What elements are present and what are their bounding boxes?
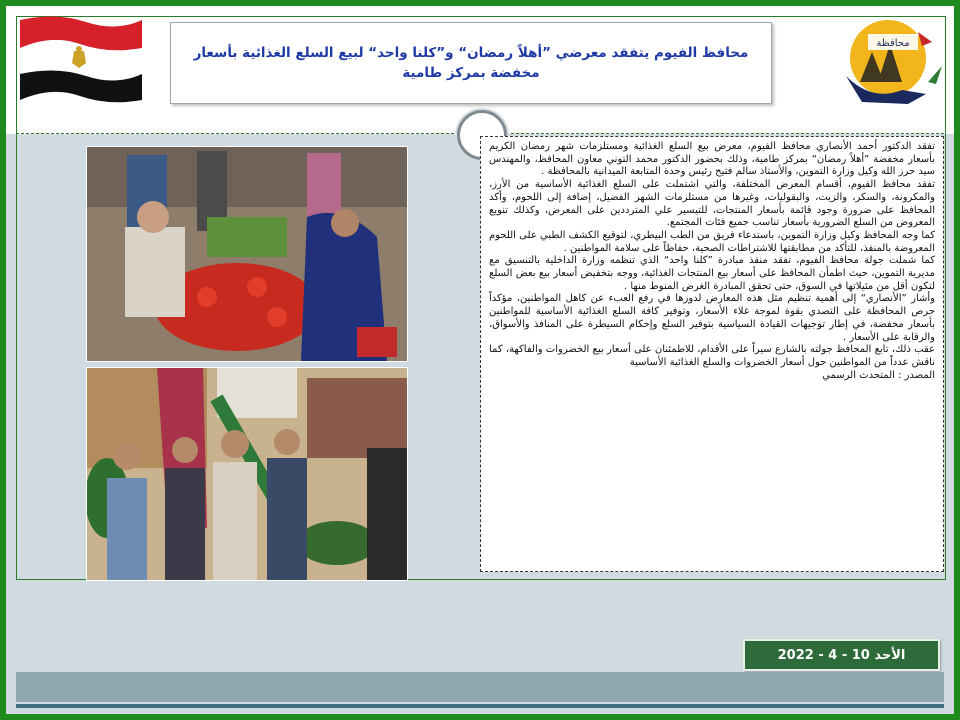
date-badge [743,639,940,671]
article-paragraph: عقب ذلك، تابع المحافظ جولته بالشارع سيراً على الأقدام، للاطمئنان على أسعار بيع الخضروات والفاكهة، كما ناقش عدداً من المواطنين حول أسعار الخضروات والسلع الغذائية الأساسية [489,344,935,368]
egypt-flag-icon [16,12,146,104]
photo-street-tour [86,367,408,581]
footer-strip [16,672,944,702]
headline-box [170,22,772,104]
headline-text: محافظ الفيوم يتفقد معرضي ”أهلاً رمضان“ و”كلنا واحد“ لبيع السلع الغذائية بأسعار مخفضة بمركز طامية [193,45,749,81]
article-paragraph: تفقد الدكتور أحمد الأنصاري محافظ الفيوم، معرض بيع السلع الغذائية ومستلزمات شهر رمضان الكريم بأسعار مخفضة ”أهلاً رمضان“ بمركز طامية، وذلك بحضور الدكتور محمد التوني معاون المحافظ، والمهندس سيد حرز الله وكيل وزارة التموين، والأستاذ سالم فتيح رئيس وحدة المتابعة الميدانية بالمحافظة . [489,141,935,178]
date-text: الأحد 10 - 4 - 2022 [777,647,906,663]
article-paragraph: تفقد محافظ الفيوم، أقسام المعرض المختلفة، والتي اشتملت على السلع الغذائية الأساسية من الأرز، والمكرونة، والسكر، والزيت، والبقوليات، وغيرها من مستلزمات الشهر الفضيل، إضافة إلى اللحوم، وأكد المحافظ على ضرورة وجود قائمة بأسعار المنتجات، للتيسير علي المترددين على المعرض، وكذلك تنويع المعروض من السلع الضرورية بأسعار تناسب جميع فئات المجتمع. [489,179,935,229]
article-source: المصدر : المتحدث الرسمي [822,369,935,381]
article-body [480,136,944,572]
fayoum-governorate-logo-icon [832,12,948,108]
article-paragraph: وأشار ”الأنصاري“ إلى أهمية تنظيم مثل هذه المعارض لدورها في رفع العبء عن كاهل المواطنين، مؤكداً حرص المحافظة على التصدي بقوة لموجة غلاء الأسعار، وتوفير كافة السلع الغذائية الأساسية للمواطنين بأسعار مخفضة، في إطار توجيهات القيادة السياسية بتوفير السلع وإحكام السيطرة على المنافذ والأسواق، والرقابة على الأسعار . [489,293,935,343]
article-paragraph: كما شملت جولة محافظ الفيوم، تفقد منفذ مبادرة ”كلنا واحد“ الذي تنظمه وزارة الداخلية بالتنسيق مع مديرية التموين، حيث اطمأن المحافظ على أسعار بيع المنتجات الغذائية، ووجه بتخفيض أسعار بيع بعض السلع لتكون أقل من مثيلاتها في السوق، حتى تحقق المبادرة الغرض المنوط منها . [489,255,935,292]
article-paragraph: كما وجه المحافظ وكيل وزارة التموين، باستدعاء فريق من الطب البيطري، لتوقيع الكشف الطبي على اللحوم المعروضة بالمنفذ، للتأكد من مطابقتها للاشتراطات الصحية، حفاظاً على سلامة المواطنين . [489,229,935,254]
svg-text:محافظة: محافظة [876,38,910,49]
footer-line [16,704,944,708]
photo-vegetable-stall [86,146,408,362]
